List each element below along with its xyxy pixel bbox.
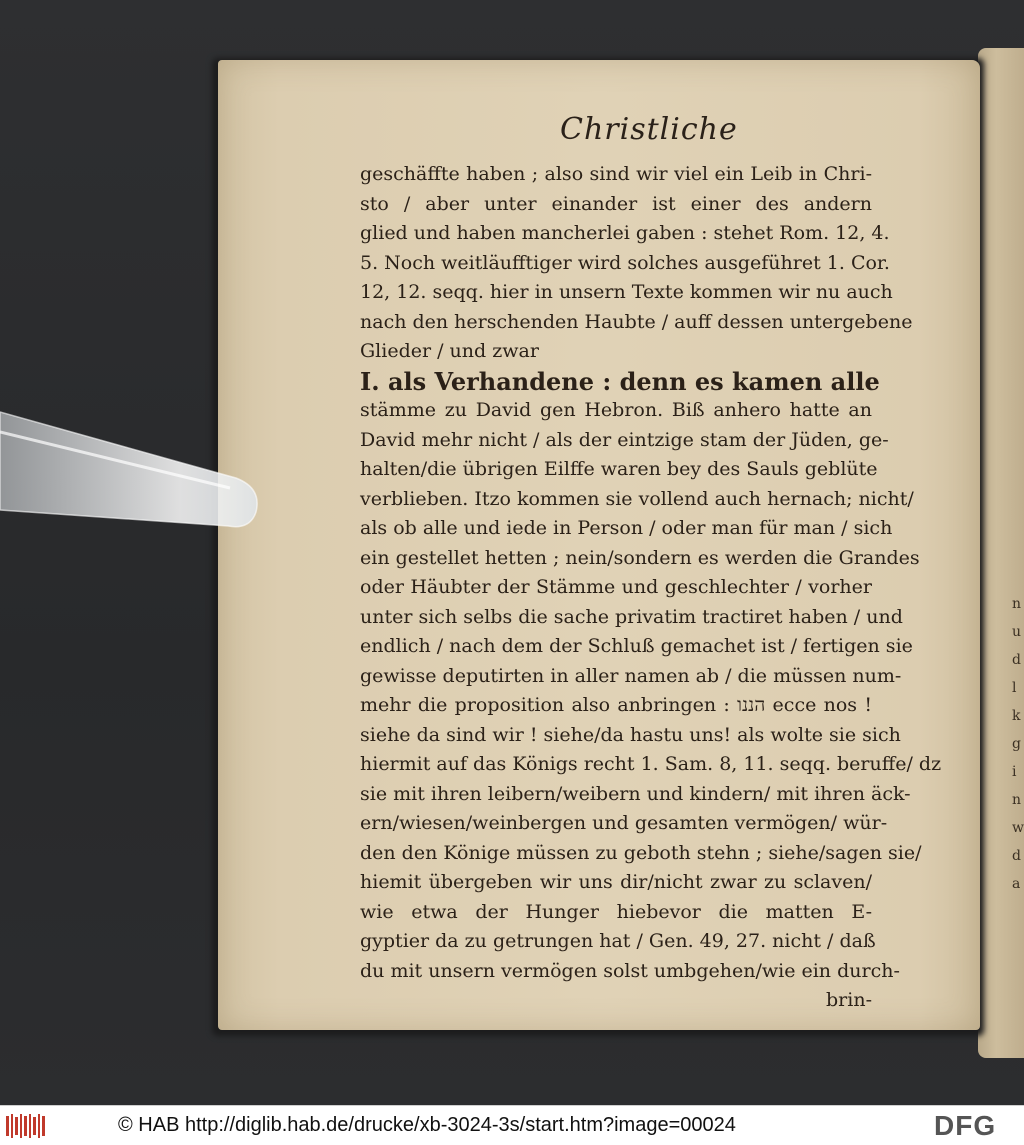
- text-line: hiemit übergeben wir uns dir/nicht zwar zu sclaven/: [360, 871, 872, 893]
- catchword: brin-: [826, 989, 872, 1011]
- text-line: sie mit ihren leibern/weibern und kindern/ mit ihren äck-: [360, 782, 911, 805]
- hab-barcode-logo-icon: [6, 1112, 46, 1140]
- text-line: endlich / nach dem der Schluß gemachet ist / fertigen sie: [360, 635, 913, 657]
- running-head: Christliche: [560, 112, 738, 147]
- text-line: halten/die übrigen Eilffe waren bey des Sauls geblüte: [360, 458, 878, 480]
- next-page-edge: [978, 48, 1024, 1058]
- text-line: verblieben. Itzo kommen sie vollend auch hernach; nicht/: [360, 487, 914, 510]
- text-line: wie etwa der Hunger hiebevor die matten E-: [360, 900, 872, 923]
- text-line: glied und haben mancherlei gaben : stehet Rom. 12, 4.: [360, 222, 890, 244]
- text-line: hiermit auf das Königs recht 1. Sam. 8, 11. seqq. beruffe/ dz: [360, 753, 942, 775]
- text-line: gewisse deputirten in aller namen ab / die müssen num-: [360, 664, 902, 687]
- footer-credit-link[interactable]: © HAB http://diglib.hab.de/drucke/xb-3024-3s/start.htm?image=00024: [118, 1114, 736, 1136]
- glass-pointer: [0, 412, 270, 537]
- text-line: du mit unsern vermögen solst umbgehen/wie ein durch-: [360, 959, 900, 982]
- footer-bar: [0, 1105, 1024, 1145]
- text-line: mehr die proposition also anbringen : הננו ecce nos !: [360, 694, 872, 716]
- text-line: ern/wiesen/weinbergen und gesamten vermögen/ wür-: [360, 812, 888, 834]
- text-line: 5. Noch weitläufftiger wird solches ausgeführet 1. Cor.: [360, 251, 890, 274]
- dfg-logo: DFG: [934, 1110, 997, 1141]
- text-line: geschäffte haben ; also sind wir viel ein Leib in Chri-: [360, 163, 872, 185]
- text-line: I. als Verhandene : denn es kamen alle: [360, 366, 880, 396]
- text-line: stämme zu David gen Hebron. Biß anhero hatte an: [360, 399, 872, 421]
- text-line: oder Häubter der Stämme und geschlechter / vorher: [360, 576, 872, 598]
- text-line: sto / aber unter einander ist einer des andern: [360, 192, 872, 215]
- text-line: Glieder / und zwar: [360, 340, 539, 362]
- page-text-block: [360, 160, 942, 1016]
- text-line: den den Könige müssen zu geboth stehn ; siehe/sagen sie/: [360, 841, 922, 864]
- text-line: als ob alle und iede in Person / oder man für man / sich: [360, 517, 893, 539]
- text-line: unter sich selbs die sache privatim tractiret haben / und: [360, 605, 903, 628]
- text-line: nach den herschenden Haubte / auff dessen untergebene: [360, 310, 913, 333]
- text-line: siehe da sind wir ! siehe/da hastu uns! als wolte sie sich: [360, 723, 901, 746]
- next-page-margin-text: n u d l k g i n w d a: [1012, 596, 1024, 892]
- text-line: 12, 12. seqq. hier in unsern Texte kommen wir nu auch: [360, 281, 893, 303]
- text-line: gyptier da zu getrungen hat / Gen. 49, 27. nicht / daß: [360, 930, 876, 952]
- text-line: ein gestellet hetten ; nein/sondern es werden die Grandes: [360, 546, 920, 569]
- text-line: David mehr nicht / als der eintzige stam der Jüden, ge-: [360, 428, 889, 451]
